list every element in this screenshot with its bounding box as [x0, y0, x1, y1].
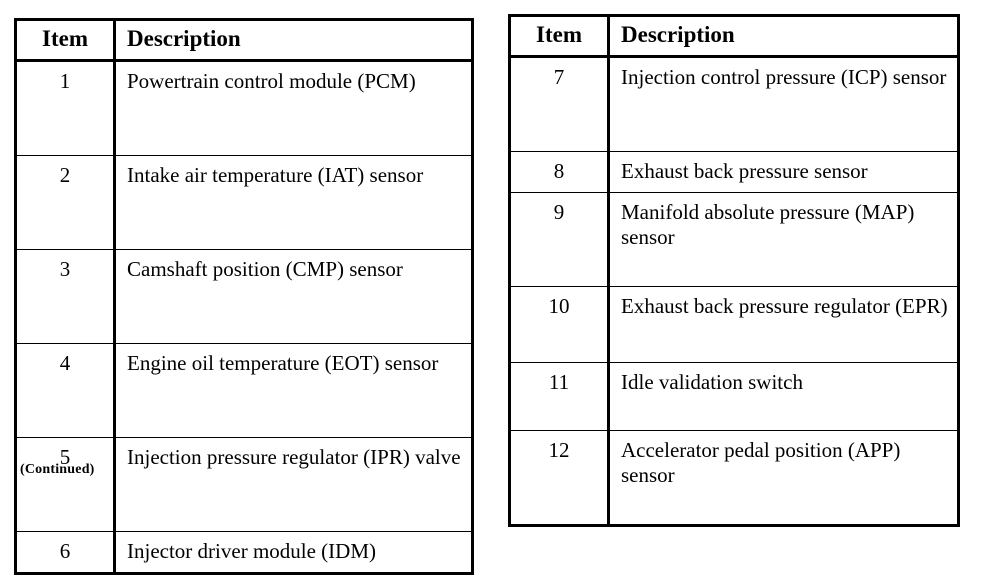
item-number: 2 [16, 156, 115, 250]
table-row [510, 431, 959, 526]
table-row [16, 344, 473, 438]
continued-note: (Continued) [20, 462, 95, 477]
item-description: Camshaft position (CMP) sensor [115, 250, 473, 344]
item-number: 8 [510, 152, 609, 193]
item-description: Injector driver module (IDM) [115, 532, 473, 574]
item-description: Intake air temperature (IAT) sensor [115, 156, 473, 250]
column-header-item: Item [510, 16, 609, 57]
table-row [16, 61, 473, 156]
table-row [16, 532, 473, 574]
item-description: Exhaust back pressure regulator (EPR) [609, 287, 959, 363]
table-header-row [16, 20, 473, 61]
table-row [16, 438, 473, 532]
column-header-item: Item [16, 20, 115, 61]
right-legend-table [508, 14, 960, 527]
table-row [16, 156, 473, 250]
item-description: Engine oil temperature (EOT) sensor [115, 344, 473, 438]
item-description: Injection control pressure (ICP) sensor [609, 57, 959, 152]
left-legend-table [14, 18, 474, 575]
item-description: Powertrain control module (PCM) [115, 61, 473, 156]
table-row [510, 57, 959, 152]
table-row [510, 152, 959, 193]
table-row [510, 363, 959, 431]
item-number: 3 [16, 250, 115, 344]
item-description: Exhaust back pressure sensor [609, 152, 959, 193]
item-description: Idle validation switch [609, 363, 959, 431]
item-number: 6 [16, 532, 115, 574]
item-number: 5 [16, 438, 115, 532]
item-number: 9 [510, 193, 609, 287]
item-number: 12 [510, 431, 609, 526]
item-number: 11 [510, 363, 609, 431]
item-description: Manifold absolute pressure (MAP) sensor [609, 193, 959, 287]
item-number: 10 [510, 287, 609, 363]
column-header-description: Description [115, 20, 473, 61]
table-row [510, 193, 959, 287]
item-description: Accelerator pedal position (APP) sensor [609, 431, 959, 526]
table-header-row [510, 16, 959, 57]
table-row [16, 250, 473, 344]
item-number: 7 [510, 57, 609, 152]
column-header-description: Description [609, 16, 959, 57]
item-number: 1 [16, 61, 115, 156]
table-row [510, 287, 959, 363]
item-description: Injection pressure regulator (IPR) valve [115, 438, 473, 532]
item-number: 4 [16, 344, 115, 438]
